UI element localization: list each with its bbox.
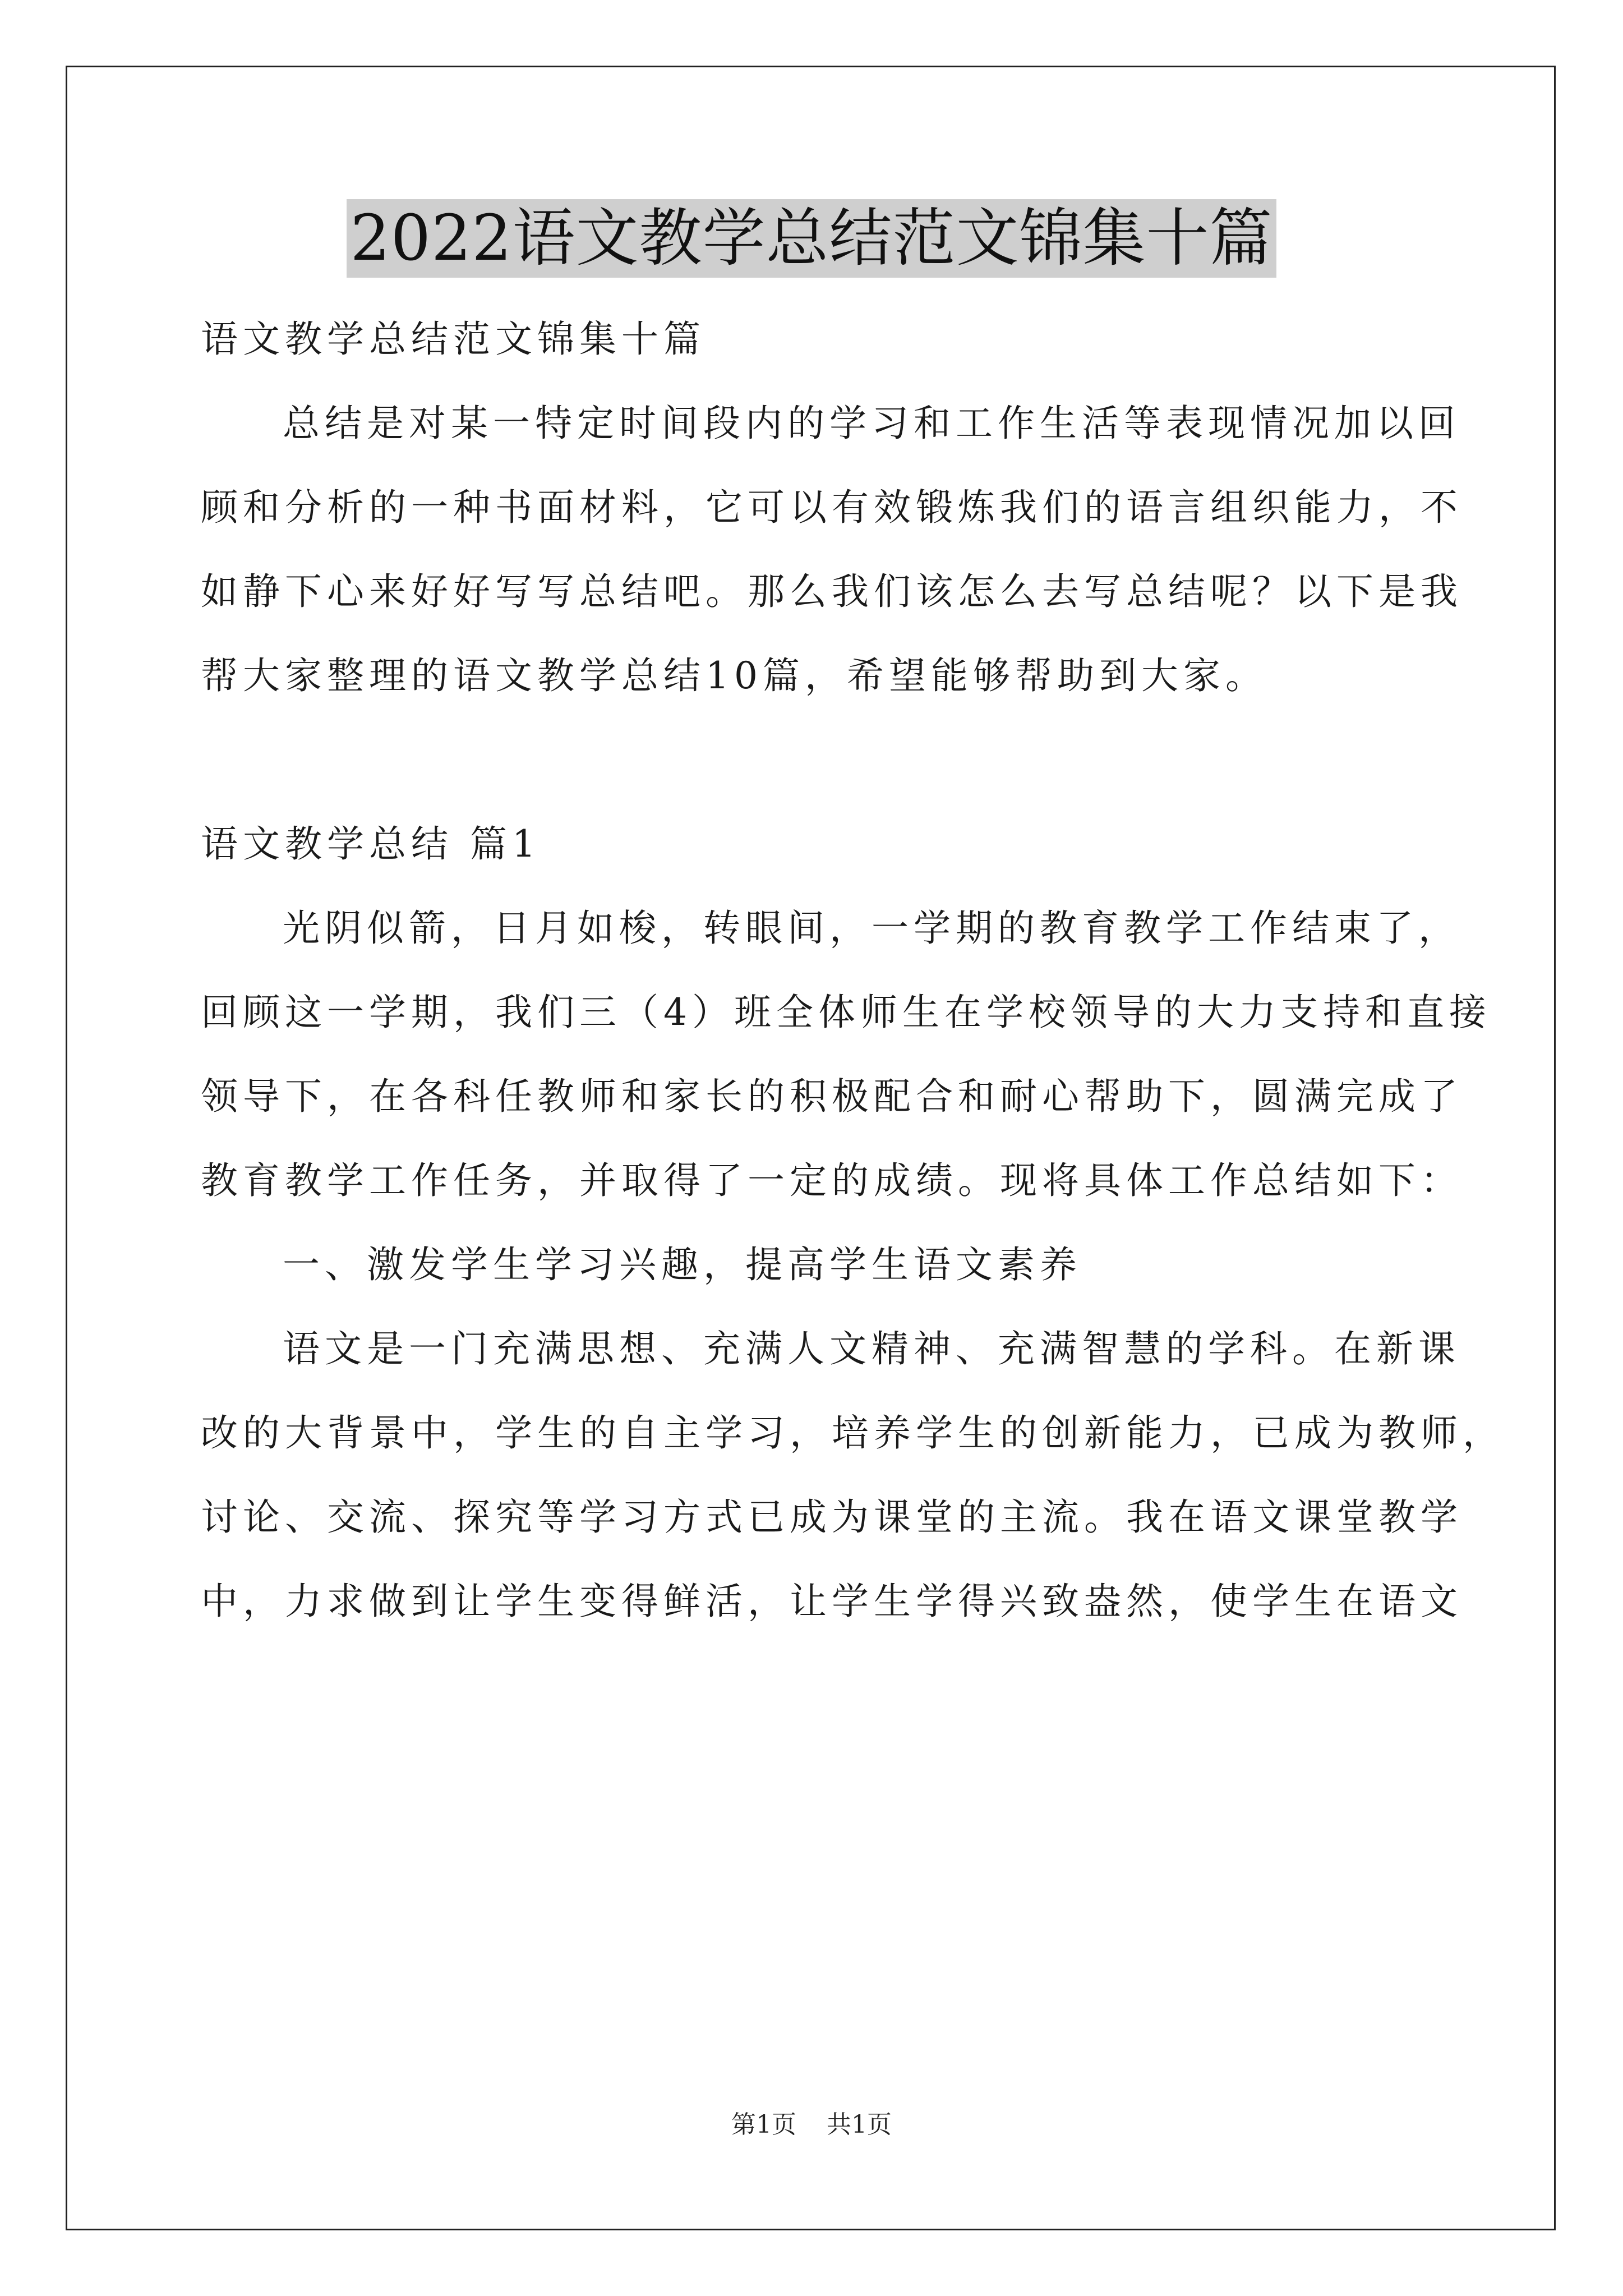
document-title: 2022语文教学总结范文锦集十篇 <box>347 199 1276 278</box>
page-total: 共1页 <box>827 2110 892 2139</box>
paragraph-line: 帮大家整理的语文教学总结10篇，希望能够帮助到大家。 <box>201 654 1267 697</box>
paragraph-line: 顾和分析的一种书面材料，它可以有效锻炼我们的语言组织能力，不 <box>201 486 1463 529</box>
title-container <box>0 199 1623 278</box>
section-heading: 语文教学总结 篇1 <box>201 822 541 866</box>
paragraph-line: 回顾这一学期，我们三（4）班全体师生在学校领导的大力支持和直接 <box>201 991 1491 1034</box>
paragraph-line: 中，力求做到让学生变得鲜活，让学生学得兴致盎然，使学生在语文 <box>201 1580 1463 1623</box>
paragraph-line: 语文是一门充满思想、充满人文精神、充满智慧的学科。在新课 <box>283 1327 1460 1370</box>
page-footer <box>0 2108 1623 2142</box>
paragraph-line: 总结是对某一特定时间段内的学习和工作生活等表现情况加以回 <box>283 402 1460 445</box>
document-subtitle: 语文教学总结范文锦集十篇 <box>201 318 706 361</box>
paragraph-line: 光阴似箭，日月如梭，转眼间，一学期的教育教学工作结束了， <box>283 907 1460 950</box>
paragraph-line: 如静下心来好好写写总结吧。那么我们该怎么去写总结呢？以下是我 <box>201 570 1463 613</box>
document-body <box>201 297 1505 1644</box>
page-number: 第1页 <box>731 2110 796 2139</box>
paragraph-line: 领导下，在各科任教师和家长的积极配合和耐心帮助下，圆满完成了 <box>201 1075 1463 1118</box>
paragraph-line: 改的大背景中，学生的自主学习，培养学生的创新能力，已成为教师， <box>201 1411 1505 1455</box>
paragraph-line: 教育教学工作任务，并取得了一定的成绩。现将具体工作总结如下： <box>201 1159 1463 1202</box>
intro-paragraph <box>201 381 1463 718</box>
paragraph-line: 讨论、交流、探究等学习方式已成为课堂的主流。我在语文课堂教学 <box>201 1496 1463 1539</box>
paragraph-spacer <box>201 718 1435 802</box>
section-paragraph-1 <box>201 886 1491 1223</box>
point-heading: 一、激发学生学习兴趣，提高学生语文素养 <box>283 1243 1082 1286</box>
section-paragraph-2 <box>201 1307 1505 1644</box>
